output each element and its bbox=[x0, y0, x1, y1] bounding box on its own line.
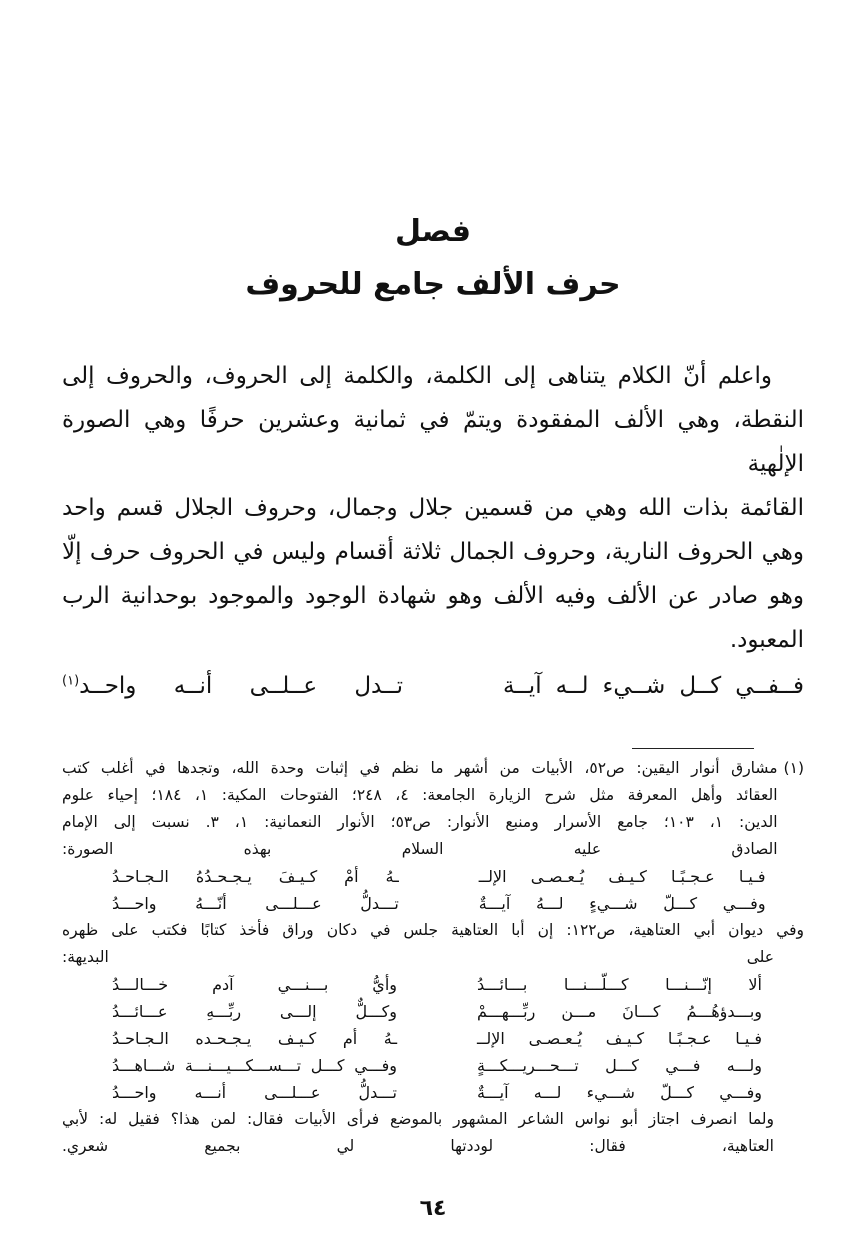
body-line: المعبود. bbox=[729, 627, 804, 653]
section-subtitle: حرف الألف جامع للحروف bbox=[245, 267, 621, 302]
footnote-verse bbox=[62, 1079, 774, 1106]
footnote-verse bbox=[62, 1025, 774, 1052]
footnote-item bbox=[62, 755, 804, 917]
footnote-verse-left: وكـــلٌّ إلـــى ربِّـــهِ عـــائـــدُ bbox=[112, 1002, 397, 1021]
footnote-line: مشارق أنوار اليقين: ص٥٢، الأبيات من أشهر ما نظم في إثبات وحدة الله، وتجدها في أغلب كتب bbox=[62, 759, 778, 777]
footnote-separator bbox=[632, 748, 754, 749]
footnote-line: العقائد وأهل المعرفة مثل شرح الزيارة الجامعة: ٤، ٢٤٨؛ الفتوحات المكية: ١، ١٨٤؛ إحياء علوم bbox=[62, 786, 778, 804]
footnote-verse-left: تـــدلُّ عـــلـــى أنّـــهُ واحـــدُ bbox=[112, 894, 399, 913]
footnote-verse-right: ولـــه فـــي كـــل تـــحـــريـــكـــةٍ bbox=[477, 1056, 762, 1075]
footnote-reference: (١) bbox=[62, 673, 80, 689]
footnote-verse bbox=[62, 863, 778, 890]
main-verse bbox=[62, 664, 804, 708]
body-line: واعلم أنّ الكلام يتناهى إلى الكلمة، والكلمة إلى الحروف، والحروف إلى bbox=[62, 363, 772, 389]
footnote-verse-left: وفـــي كـــل تـــســـكـــيـــنـــة شـــاهـــدُ bbox=[112, 1056, 397, 1075]
footnote-verse-right: وفـــي كـــلّ شـــيء لـــه آيـــةٌ bbox=[477, 1083, 762, 1102]
footnote-verse bbox=[62, 971, 774, 998]
footnote-verse-left: تـــدلُّ عـــلـــى أنـــه واحـــدُ bbox=[112, 1083, 397, 1102]
footnote-line: على البديهة: bbox=[62, 948, 774, 966]
body-line: القائمة بذات الله وهي من قسمين جلال وجمال، وحروف الجلال قسم واحد bbox=[62, 495, 804, 521]
footnote-verse bbox=[62, 998, 774, 1025]
verse-text: تــدل عــلــى أنــه واحــد bbox=[79, 673, 403, 699]
footnote-line: الصادق عليه السلام بهذه الصورة: bbox=[62, 840, 778, 858]
footnote-verse-right: فـيـا عـجـبًـا كـيـف يُـعـصـى الإلــ bbox=[478, 867, 766, 886]
footnotes bbox=[62, 755, 804, 1160]
body-line: وهي الحروف النارية، وحروف الجمال ثلاثة أقسام وليس في الحروف حرف إلّا bbox=[62, 539, 804, 565]
footnote-verse-left: ـهُ أمْ كـيـفَ يـجـحـدُهُ الـجـاحـدُ bbox=[112, 867, 399, 886]
footnote-line: العتاهية، فقال: لوددتها لي بجميع شعري. bbox=[62, 1137, 774, 1155]
footnote-verse-right: وفـــي كـــلّ شـــيءٍ لـــهُ آيـــةٌ bbox=[478, 894, 766, 913]
footnote-verse bbox=[62, 1052, 774, 1079]
page-number: ٦٤ bbox=[419, 1196, 447, 1221]
footnote-marker: (١) bbox=[783, 759, 804, 777]
body-paragraph bbox=[62, 354, 804, 662]
footnote-verse-left: وأيُّ بـــنـــي آدم خـــالـــدُ bbox=[112, 975, 397, 994]
footnote-verse-right: ألا إنّـــنـــا كـــلّـــنـــا بـــائـــدُ bbox=[477, 975, 762, 994]
footnote-verse-right: وبـــدؤهُـــمُ كـــانَ مـــن ربِّـــهـــمْ bbox=[477, 1002, 762, 1021]
body-line: النقطة، وهي الألف المفقودة ويتمّ في ثمانية وعشرين حرفًا وهي الصورة الإلٰهية bbox=[62, 407, 804, 477]
footnote-verse-left: ـهُ أم كـيـف يـجـحـده الـجـاحـدُ bbox=[112, 1029, 397, 1048]
book-page bbox=[62, 0, 804, 1241]
footnote-verses-group bbox=[62, 971, 774, 1106]
footnote-line: الدين: ١، ١٠٣؛ جامع الأسرار ومنبع الأنوار: ص٥٣؛ الأنوار النعمانية: ١، ٣. نسبت إلى الإمام bbox=[62, 813, 778, 831]
footnote-line: وفي ديوان أبي العتاهية، ص١٢٢: إن أبا العتاهية جلس في دكان وراق فأخذ كتابًا فكتب على ظهره bbox=[62, 921, 804, 939]
verse-hemistich-right: فــفــي كــل شــيء لــه آيــة bbox=[503, 673, 804, 699]
footnote-verse bbox=[62, 890, 778, 917]
verse-hemistich-left bbox=[62, 664, 403, 708]
footnote-body bbox=[62, 755, 778, 917]
body-line: وهو صادر عن الألف وفيه الألف وهو شهادة الوجود والموجود بوحدانية الرب bbox=[62, 583, 804, 609]
section-title: فصل bbox=[395, 214, 471, 249]
footnote-verse-right: فـيـا عـجـبًـا كـيـف يُـعـصـى الإلــ bbox=[477, 1029, 762, 1048]
footnote-line: ولما انصرف اجتاز أبو نواس الشاعر المشهور بالموضع فرأى الأبيات فقال: لمن هذا؟ فقيل له: لأبي bbox=[62, 1110, 774, 1128]
